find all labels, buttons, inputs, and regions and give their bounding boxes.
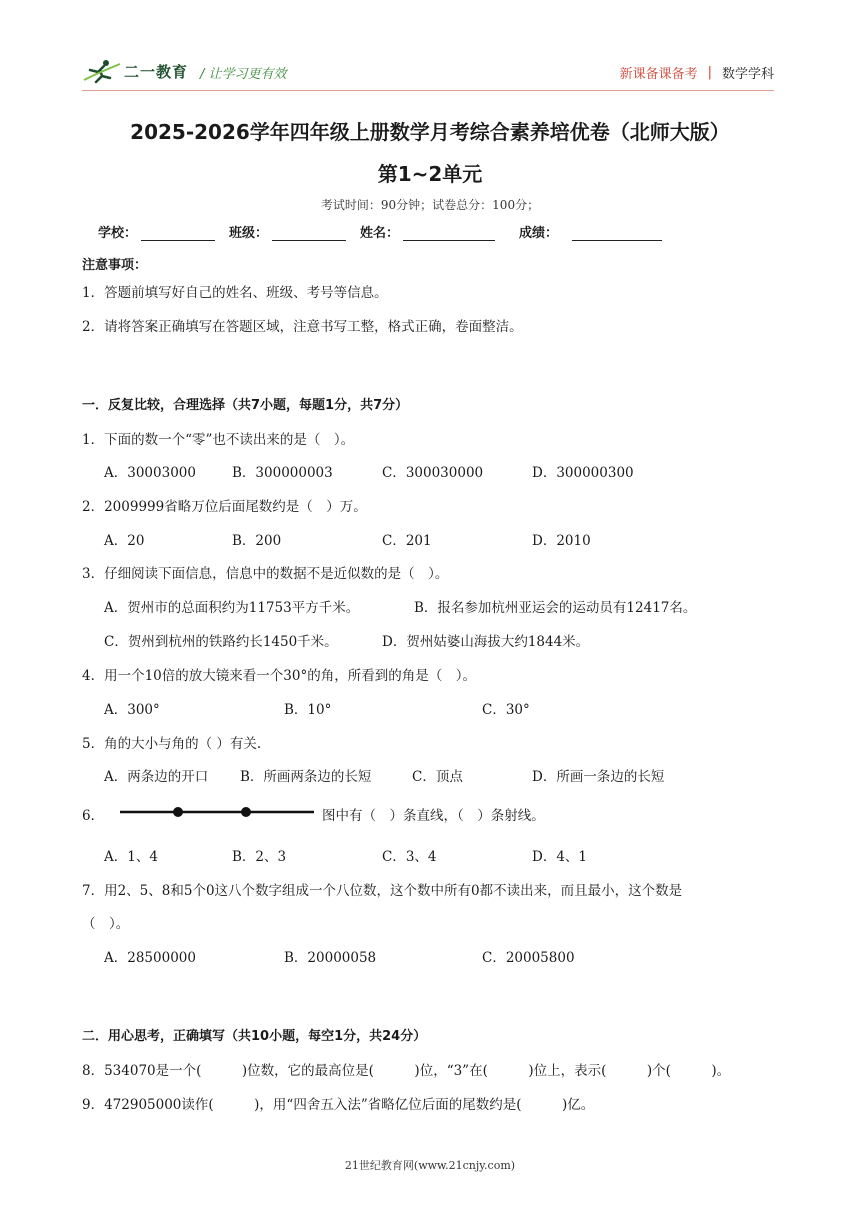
class-label: 班级： xyxy=(229,226,269,241)
logo-text: 二一教育 xyxy=(124,62,189,81)
q7-stem-line2: （ ）。 xyxy=(82,916,130,932)
q2-option-c[interactable]: C．201 xyxy=(382,533,432,549)
q6-option-a[interactable]: A．1、4 xyxy=(104,849,158,865)
notes-heading: 注意事项： xyxy=(82,258,148,273)
q4-stem: 4．用一个10倍的放大镜来看一个30°的角，所看到的角是（ ）。 xyxy=(82,668,476,684)
q3-option-c[interactable]: C．贺州到杭州的铁路约长1450千米。 xyxy=(104,634,338,650)
figure-point-1 xyxy=(173,807,183,817)
q2-stem: 2．2009999省略万位后面尾数约是（ ）万。 xyxy=(82,499,367,515)
q7-option-b[interactable]: B．20000058 xyxy=(284,950,377,966)
q5-stem: 5．角的大小与角的（ ）有关. xyxy=(82,736,262,752)
note-2: 2．请将答案正确填写在答题区域，注意书写工整，格式正确，卷面整洁。 xyxy=(82,319,523,335)
score-label: 成绩： xyxy=(519,226,559,241)
header-category: 新课备课备考 xyxy=(619,67,698,82)
q8-text: 8．534070是一个( )位数，它的最高位是( )位，“3”在( )位上，表示( )个( )。 xyxy=(82,1063,731,1079)
q4-option-a[interactable]: A．300° xyxy=(104,702,160,718)
header-separator: | xyxy=(707,65,712,80)
name-label: 姓名： xyxy=(360,226,400,241)
page-header xyxy=(82,58,774,88)
q4-option-c[interactable]: C．30° xyxy=(482,702,530,718)
q3-option-a[interactable]: A．贺州市的总面积约为11753平方千米。 xyxy=(104,600,360,616)
line-figure xyxy=(118,802,318,822)
q7-option-a[interactable]: A．28500000 xyxy=(104,950,196,966)
student-info-row xyxy=(98,222,676,241)
exam-info: 考试时间：90分钟；试卷总分：100分； xyxy=(320,198,540,212)
logo xyxy=(82,58,188,84)
q5-option-b[interactable]: B．所画两条边的长短 xyxy=(240,769,372,785)
school-blank[interactable] xyxy=(141,226,215,241)
school-field[interactable] xyxy=(98,222,215,241)
score-field[interactable] xyxy=(519,222,662,241)
q1-stem: 1．下面的数一个“零”也不读出来的是（ ）。 xyxy=(82,432,355,448)
q1-option-c[interactable]: C．300030000 xyxy=(382,465,484,481)
q7-option-c[interactable]: C．20005800 xyxy=(482,950,575,966)
note-1: 1．答题前填写好自己的姓名、班级、考号等信息。 xyxy=(82,285,388,301)
q1-option-d[interactable]: D．300000300 xyxy=(532,465,634,481)
q9-text: 9．472905000读作( )，用“四舍五入法”省略亿位后面的尾数约是( )亿。 xyxy=(82,1097,595,1113)
name-blank[interactable] xyxy=(403,226,495,241)
q5-option-d[interactable]: D．所画一条边的长短 xyxy=(532,769,665,785)
page-subtitle: 第1~2单元 xyxy=(377,162,483,186)
q2-option-a[interactable]: A．20 xyxy=(104,533,145,549)
runner-logo-icon xyxy=(82,58,122,84)
q4-option-b[interactable]: B．10° xyxy=(284,702,332,718)
page-title: 2025-2026学年四年级上册数学月考综合素养培优卷（北师大版） xyxy=(130,120,730,144)
school-label: 学校： xyxy=(98,226,138,241)
q1-option-a[interactable]: A．30003000 xyxy=(104,465,196,481)
page-footer: 21世纪教育网(www.21cnjy.com) xyxy=(344,1159,516,1172)
q7-stem-line1: 7．用2、5、8和5个0这八个数字组成一个八位数，这个数中所有0都不读出来，而且最小，这个数是 xyxy=(82,883,683,899)
q5-option-a[interactable]: A．两条边的开口 xyxy=(104,769,209,785)
q6-text: 图中有（ ）条直线，（ ）条射线。 xyxy=(322,808,545,824)
score-blank[interactable] xyxy=(572,226,662,241)
q2-option-b[interactable]: B．200 xyxy=(232,533,282,549)
q3-option-d[interactable]: D．贺州姑婆山海拔大约1844米。 xyxy=(382,634,590,650)
q3-stem: 3．仔细阅读下面信息，信息中的数据不是近似数的是（ ）。 xyxy=(82,566,449,582)
q5-option-c[interactable]: C．顶点 xyxy=(412,769,463,785)
name-field[interactable] xyxy=(360,222,495,241)
header-subject: 数学学科 xyxy=(721,67,774,82)
q2-option-d[interactable]: D．2010 xyxy=(532,533,591,549)
q6-option-b[interactable]: B．2、3 xyxy=(232,849,287,865)
header-right xyxy=(620,63,774,82)
slogan: / 让学习更有效 xyxy=(200,67,287,82)
class-field[interactable] xyxy=(229,222,346,241)
class-blank[interactable] xyxy=(272,226,346,241)
section2-heading: 二．用心思考，正确填写（共10小题，每空1分，共24分） xyxy=(82,1029,427,1044)
header-divider xyxy=(82,90,774,91)
q3-option-b[interactable]: B．报名参加杭州亚运会的运动员有12417名。 xyxy=(414,600,697,616)
q6-option-d[interactable]: D．4、1 xyxy=(532,849,588,865)
section1-heading: 一．反复比较，合理选择（共7小题，每题1分，共7分） xyxy=(82,398,409,413)
figure-point-2 xyxy=(241,807,251,817)
q6-number: 6． xyxy=(82,808,105,824)
q1-option-b[interactable]: B．300000003 xyxy=(232,465,333,481)
q6-option-c[interactable]: C．3、4 xyxy=(382,849,437,865)
